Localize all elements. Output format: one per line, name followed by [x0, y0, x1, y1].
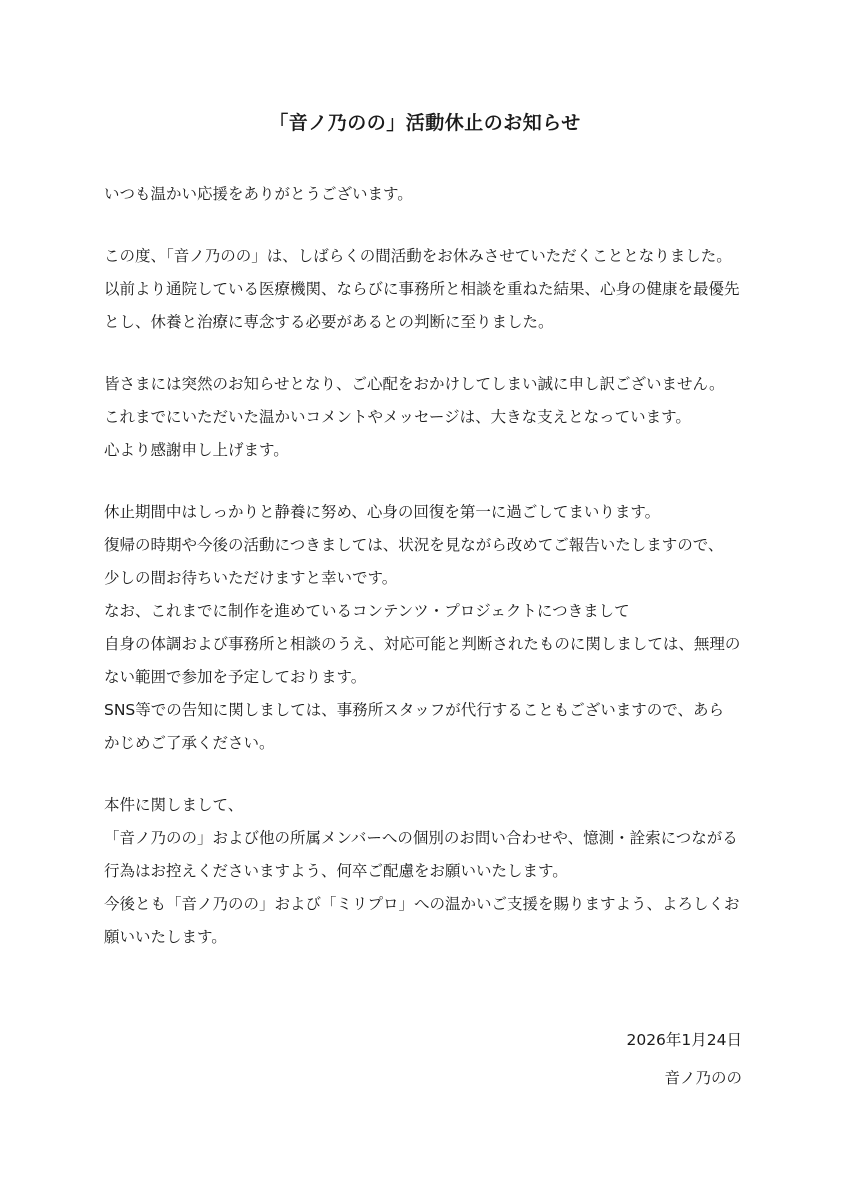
body-line: いつも温かい応援をありがとうございます。	[104, 185, 413, 203]
body-line: かじめご了承ください。	[104, 734, 275, 752]
paragraph-request	[104, 789, 764, 954]
body-line: ない範囲で参加を予定しております。	[104, 668, 367, 686]
body-line: 本件に関しまして、	[104, 796, 244, 814]
body-line: 以前より通院している医療機関、ならびに事務所と相談を重ねた結果、心身の健康を最優先	[104, 280, 740, 298]
body-line: SNS等での告知に関しましては、事務所スタッフが代行することもございますので、あら	[104, 701, 724, 719]
body-line: 行為はお控えくださいますよう、何卒ご配慮をお願いいたします。	[104, 862, 568, 880]
paragraph-announcement	[104, 240, 764, 339]
notice-title: 「音ノ乃のの」活動休止のお知らせ	[269, 112, 581, 134]
paragraph-apology	[104, 368, 764, 467]
body-line: 皆さまには突然のお知らせとなり、ご心配をおかけしてしまい誠に申し訳ございません。	[104, 375, 725, 393]
notice-body	[104, 178, 764, 954]
paragraph-gap	[104, 467, 764, 496]
paragraph-gap	[104, 760, 764, 789]
body-line: これまでにいただいた温かいコメントやメッセージは、大きな支えとなっています。	[104, 408, 691, 426]
paragraph-hiatus-details	[104, 496, 764, 760]
body-line: 「音ノ乃のの」および他の所属メンバーへの個別のお問い合わせや、憶測・詮索につながる	[104, 829, 738, 847]
body-line: 今後とも「音ノ乃のの」および「ミリプロ」への温かいご支援を賜りますよう、よろしくお	[104, 895, 740, 913]
body-line: 自身の体調および事務所と相談のうえ、対応可能と判断されたものに関しましては、無理の	[104, 635, 741, 653]
paragraph-gap	[104, 339, 764, 368]
body-line: 願いいたします。	[104, 928, 227, 946]
body-line: この度、「音ノ乃のの」は、しばらくの間活動をお休みさせていただくこととなりました。	[104, 247, 732, 265]
body-line: なお、これまでに制作を進めているコンテンツ・プロジェクトにつきまして	[104, 602, 630, 620]
body-line: 少しの間お待ちいただけますと幸いです。	[104, 569, 398, 587]
body-line: 復帰の時期や今後の活動につきましては、状況を見ながら改めてご報告いたしますので、	[104, 536, 724, 554]
notice-date: 2026年1月24日	[626, 1031, 742, 1049]
paragraph-gap	[104, 211, 764, 240]
body-line: 休止期間中はしっかりと静養に努め、心身の回復を第一に過ごしてまいります。	[104, 503, 661, 521]
body-line: 心より感謝申し上げます。	[104, 441, 289, 459]
paragraph-greeting	[104, 178, 764, 211]
body-line: とし、休養と治療に専念する必要があるとの判断に至りました。	[104, 313, 554, 331]
notice-signature: 音ノ乃のの	[664, 1069, 742, 1087]
